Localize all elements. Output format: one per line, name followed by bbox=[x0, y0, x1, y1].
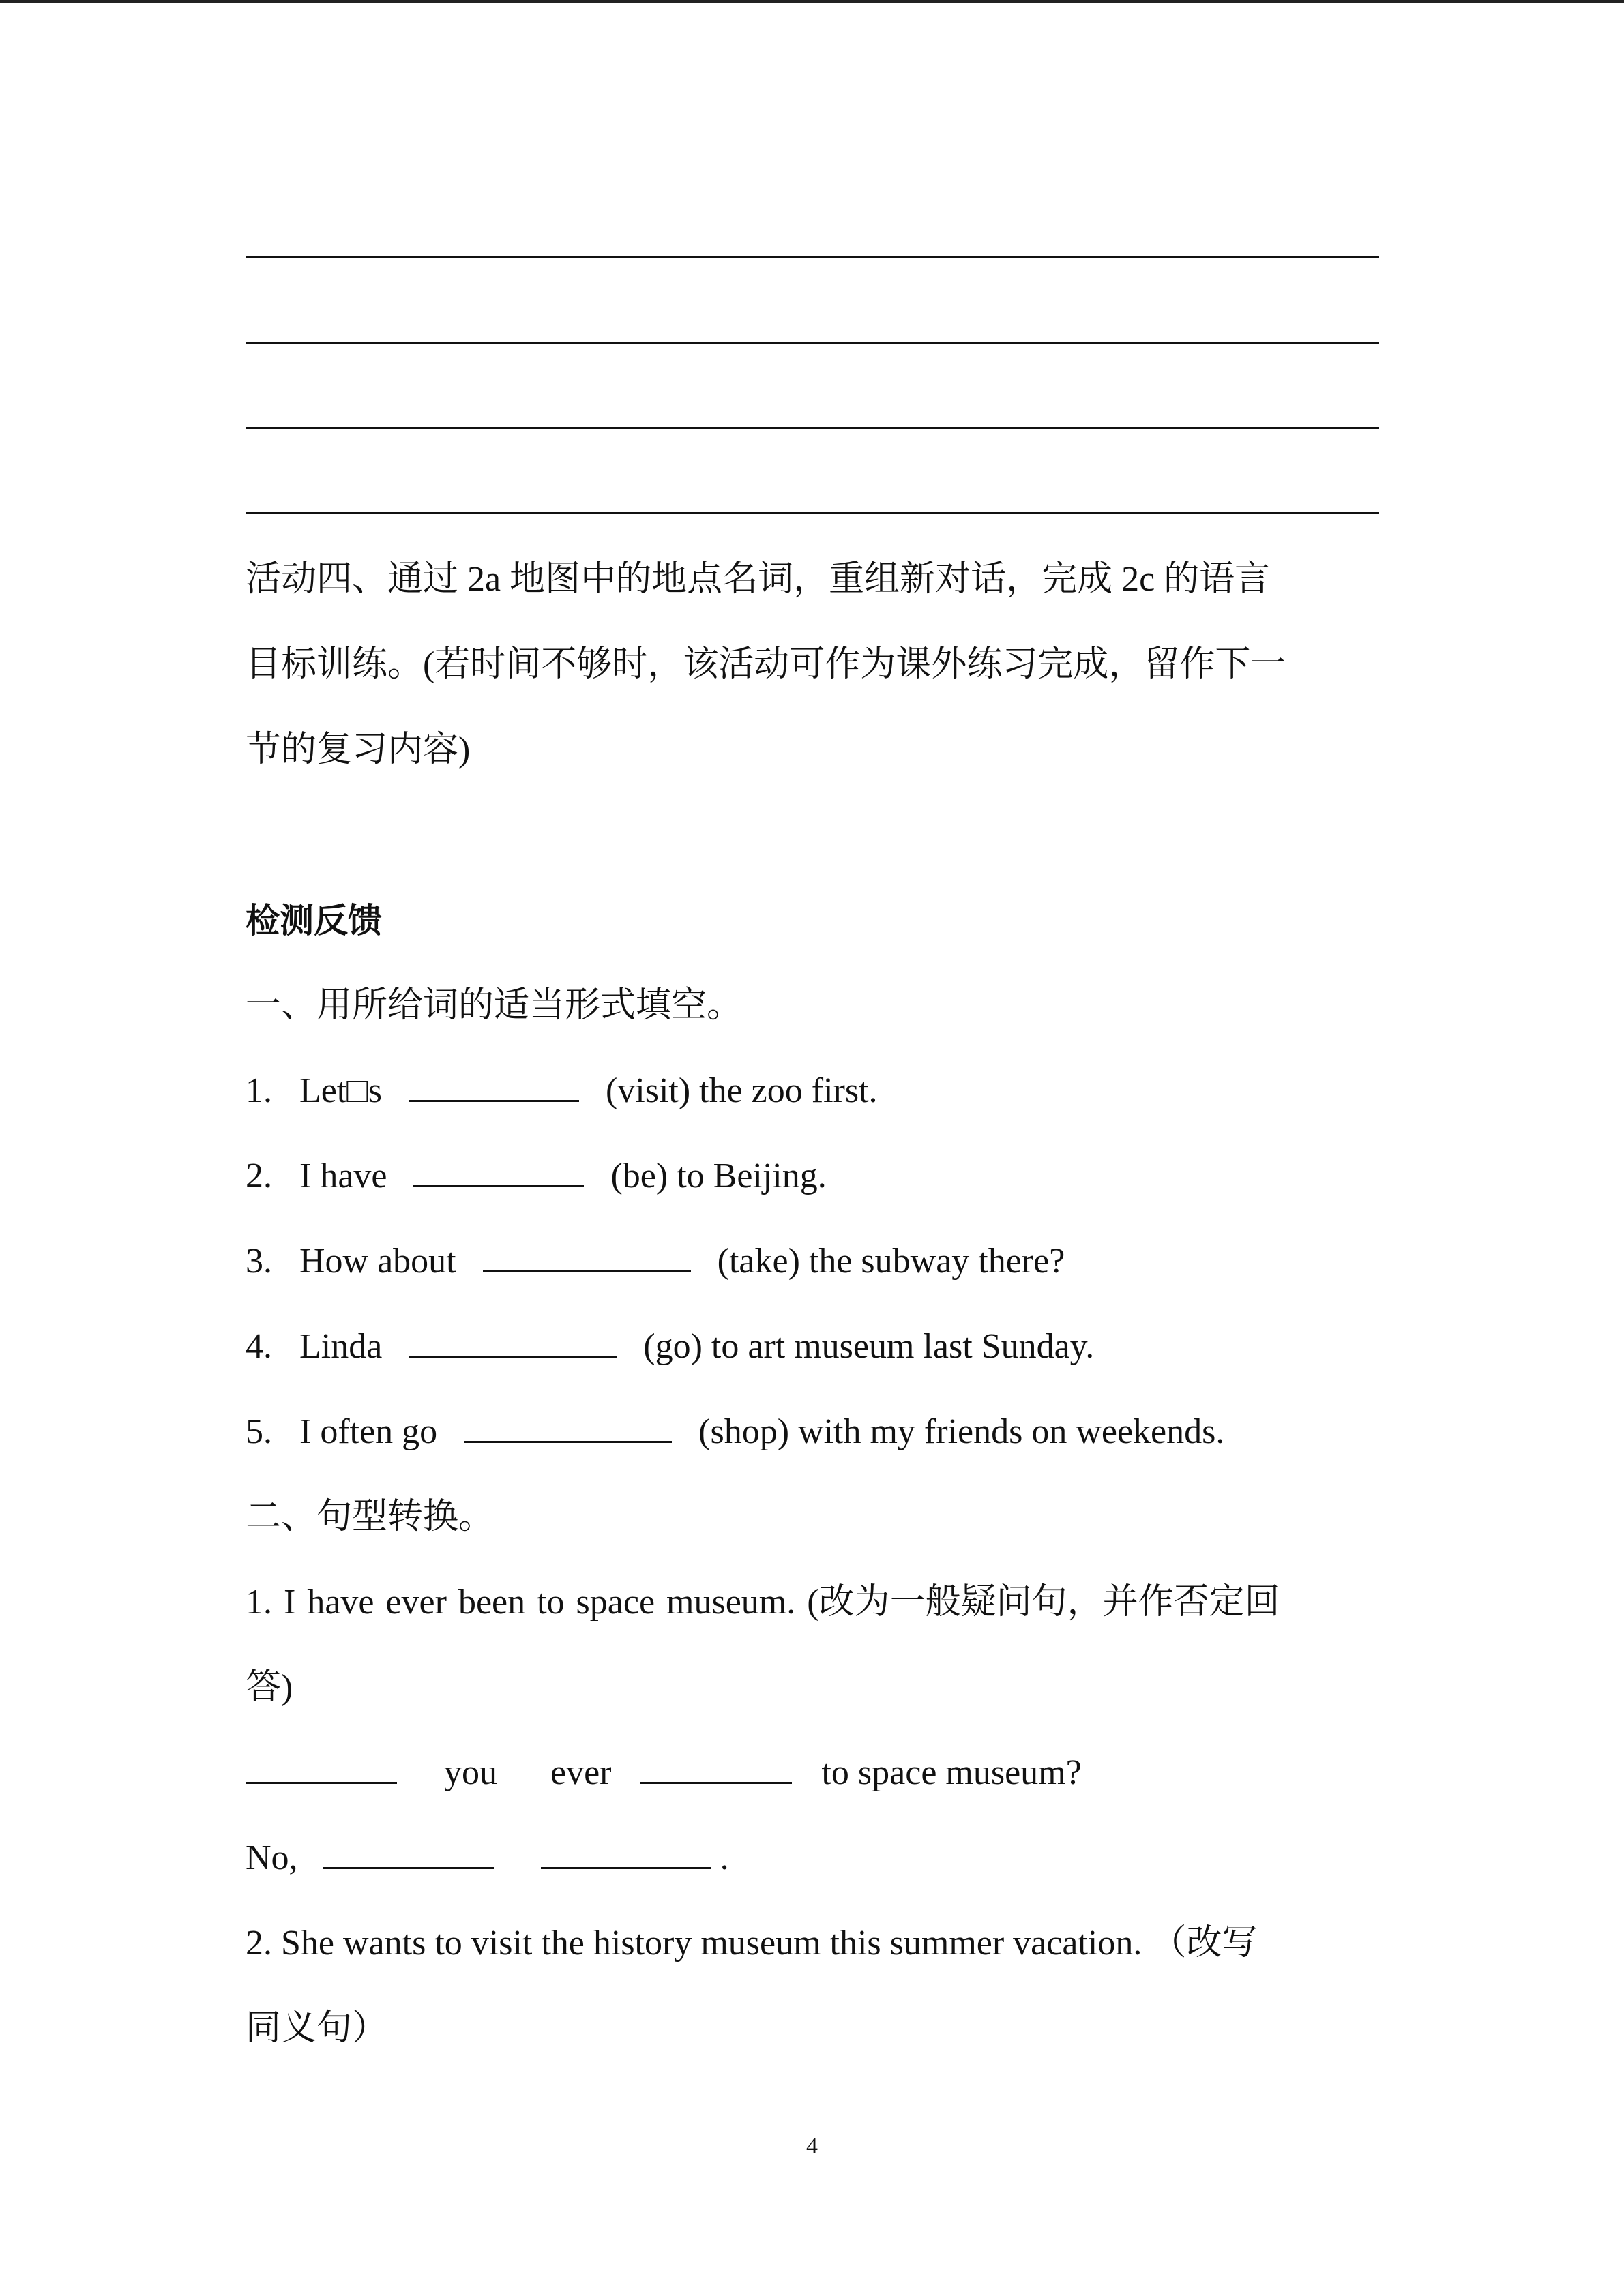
item-suffix: (go) to art museum last Sunday. bbox=[643, 1327, 1095, 1366]
q1-word-ever: ever bbox=[550, 1753, 612, 1792]
question2-line-1: 2. She wants to visit the history museum this summer vacation. （改写 bbox=[246, 1924, 1258, 1963]
item-number: 1. bbox=[246, 1071, 272, 1110]
fill-blank-4[interactable] bbox=[409, 1354, 617, 1358]
item-number: 4. bbox=[246, 1327, 272, 1366]
fill-item-2 bbox=[246, 1154, 827, 1202]
item-suffix: (take) the subway there? bbox=[717, 1242, 1065, 1281]
item-prefix: How about bbox=[299, 1242, 456, 1281]
feedback-heading: 检测反馈 bbox=[246, 901, 382, 940]
q1-blank-4[interactable] bbox=[541, 1866, 711, 1869]
section2-title: 二、句型转换。 bbox=[246, 1497, 494, 1536]
answer-line-3 bbox=[246, 427, 1379, 429]
answer-line-4 bbox=[246, 512, 1379, 514]
item-prefix: I often go bbox=[299, 1412, 438, 1451]
item-prefix: Let□s bbox=[299, 1071, 382, 1110]
q1-end-text: to space museum? bbox=[821, 1753, 1082, 1792]
q1-blank-1[interactable] bbox=[246, 1780, 397, 1784]
q1-word-you: you bbox=[444, 1753, 497, 1792]
q1-blank-2[interactable] bbox=[640, 1780, 792, 1784]
item-suffix: (be) to Beijing. bbox=[610, 1157, 827, 1195]
question1-line-2: 答) bbox=[246, 1668, 293, 1707]
item-suffix: (shop) with my friends on weekends. bbox=[698, 1412, 1225, 1451]
q1-period: . bbox=[720, 1838, 729, 1877]
activity4-line-2: 目标训练。(若时间不够时，该活动可作为课外练习完成，留作下一 bbox=[246, 645, 1286, 684]
fill-item-3 bbox=[246, 1240, 1065, 1287]
page-number: 4 bbox=[806, 2134, 818, 2159]
answer-line-1 bbox=[246, 256, 1379, 258]
q1-no: No, bbox=[246, 1838, 298, 1877]
question2-line-2: 同义句） bbox=[246, 2009, 388, 2048]
item-number: 2. bbox=[246, 1157, 272, 1195]
activity4-line-1: 活动四、通过 2a 地图中的地点名词，重组新对话，完成 2c 的语言 bbox=[246, 560, 1271, 599]
question1-answer-row bbox=[246, 1751, 1082, 1799]
fill-item-5 bbox=[246, 1410, 1224, 1458]
fill-blank-1[interactable] bbox=[409, 1099, 579, 1102]
activity4-line-3: 节的复习内容) bbox=[246, 730, 471, 769]
fill-blank-5[interactable] bbox=[464, 1440, 672, 1443]
fill-blank-2[interactable] bbox=[413, 1184, 584, 1187]
item-suffix: (visit) the zoo first. bbox=[605, 1071, 878, 1110]
item-number: 3. bbox=[246, 1242, 272, 1281]
item-number: 5. bbox=[246, 1412, 272, 1451]
page-top-border bbox=[0, 0, 1624, 3]
q1-blank-3[interactable] bbox=[323, 1866, 494, 1869]
item-prefix: Linda bbox=[299, 1327, 383, 1366]
fill-blank-3[interactable] bbox=[483, 1269, 691, 1272]
question1-line-1: 1. I have ever been to space museum. (改为一般疑问句，并作否定回 bbox=[246, 1583, 1280, 1622]
question1-no-row bbox=[246, 1836, 729, 1884]
fill-item-4 bbox=[246, 1325, 1094, 1373]
answer-line-2 bbox=[246, 342, 1379, 344]
section1-title: 一、用所给词的适当形式填空。 bbox=[246, 986, 743, 1025]
fill-item-1 bbox=[246, 1069, 878, 1117]
item-prefix: I have bbox=[299, 1157, 387, 1195]
